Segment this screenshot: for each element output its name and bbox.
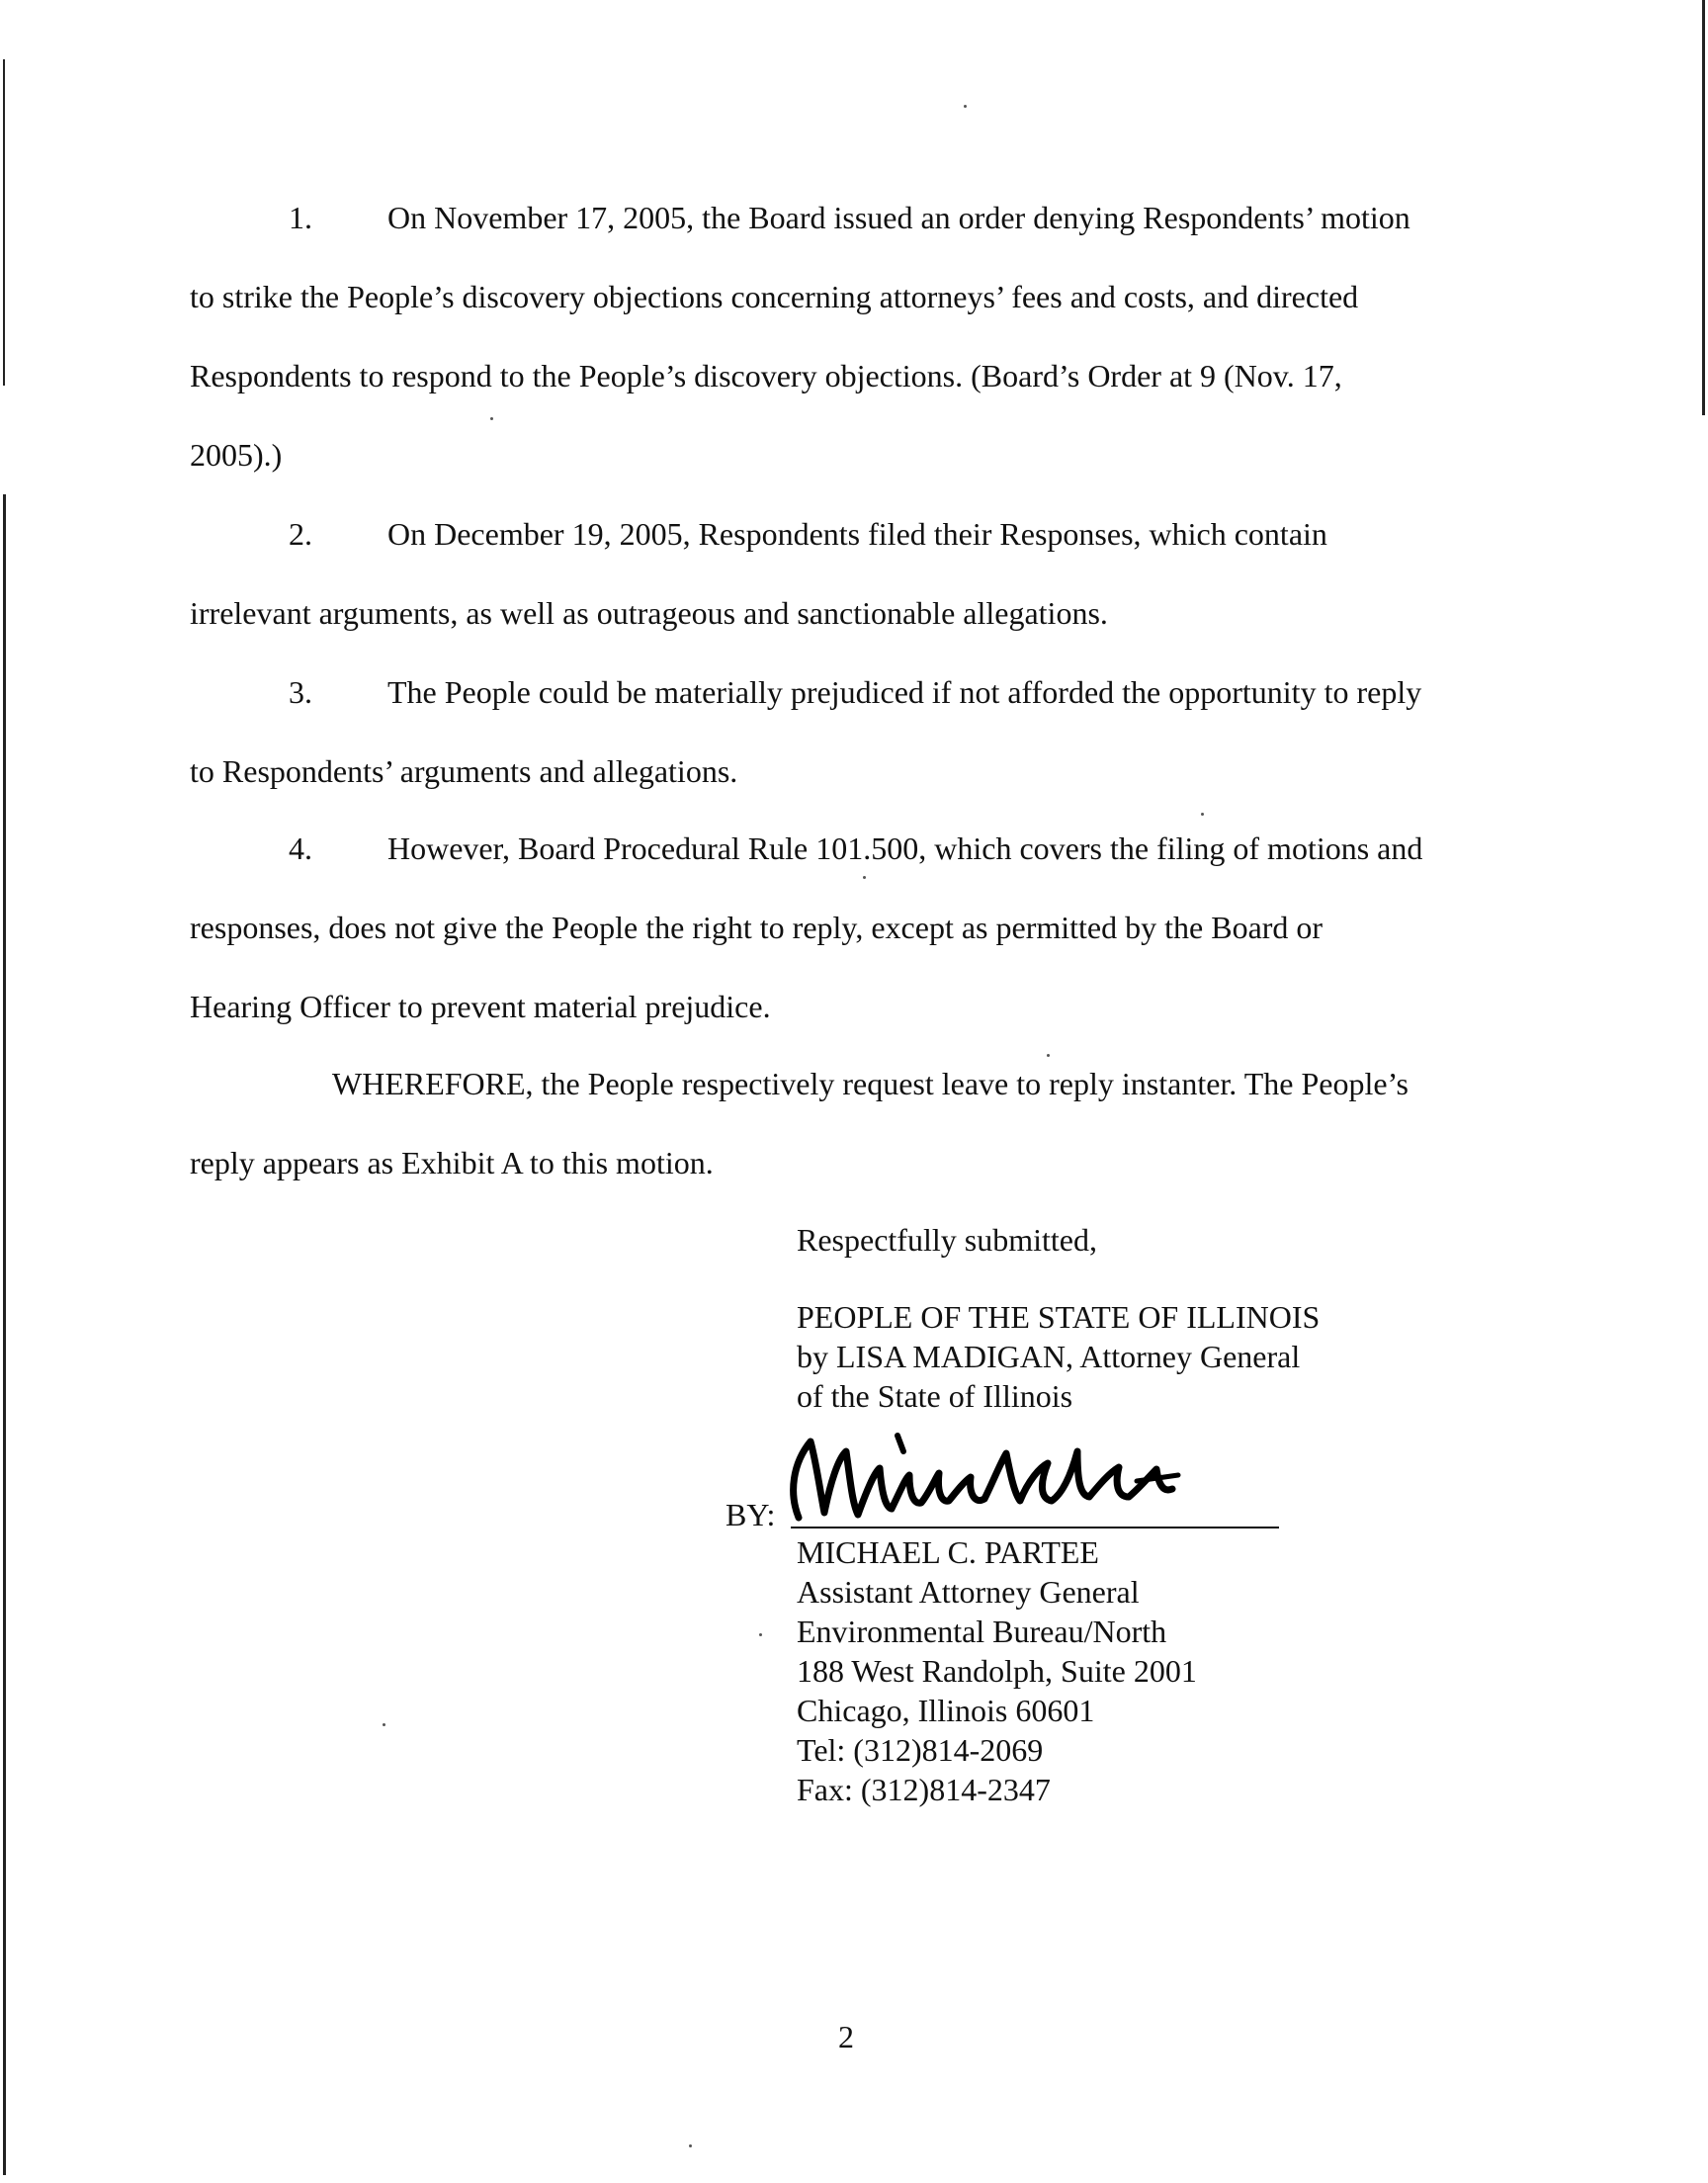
page-number: 2: [838, 2019, 854, 2054]
wherefore-line-1: WHEREFORE, the People respectively request leave to reply instanter. The People’s: [332, 1066, 1409, 1101]
right-scan-edge: [1702, 0, 1705, 415]
handwritten-signature: [781, 1424, 1196, 1532]
paragraph-2-line-1: On December 19, 2005, Respondents filed their Responses, which contain: [387, 516, 1327, 552]
scan-speck: [383, 1723, 385, 1726]
signer-bureau: Environmental Bureau/North: [797, 1614, 1167, 1649]
by-label: BY:: [726, 1497, 776, 1532]
paragraph-1-line-4: 2005).): [190, 437, 283, 473]
paragraph-1-line-3: Respondents to respond to the People’s discovery objections. (Board’s Order at 9 (Nov. 17,: [190, 358, 1342, 393]
signature-line: [791, 1527, 1279, 1528]
scan-speck: [1047, 1054, 1050, 1057]
signer-fax: Fax: (312)814-2347: [797, 1772, 1051, 1807]
paragraph-4-line-2: responses, does not give the People the right to reply, except as permitted by the Board or: [190, 910, 1324, 945]
paragraph-1-number: 1.: [289, 200, 312, 235]
paragraph-4-line-1: However, Board Procedural Rule 101.500, which covers the filing of motions and: [387, 830, 1423, 866]
paragraph-1-line-2: to strike the People’s discovery objections concerning attorneys’ fees and costs, and directed: [190, 279, 1359, 314]
paragraph-2-line-2: irrelevant arguments, as well as outrageous and sanctionable allegations.: [190, 595, 1108, 631]
party-line-1: PEOPLE OF THE STATE OF ILLINOIS: [797, 1299, 1321, 1335]
party-line-3: of the State of Illinois: [797, 1378, 1073, 1414]
scan-speck: [863, 876, 866, 879]
signer-name: MICHAEL C. PARTEE: [797, 1534, 1099, 1570]
paragraph-1-line-1: On November 17, 2005, the Board issued an order denying Respondents’ motion: [387, 200, 1410, 235]
scan-speck: [689, 2144, 692, 2147]
left-scan-edge-lower: [3, 494, 6, 2175]
paragraph-3-number: 3.: [289, 674, 312, 710]
scan-speck: [759, 1633, 762, 1636]
closing-text: Respectfully submitted,: [797, 1222, 1097, 1258]
paragraph-3-line-2: to Respondents’ arguments and allegations.: [190, 753, 738, 789]
left-scan-edge: [3, 59, 5, 386]
signer-title: Assistant Attorney General: [797, 1574, 1140, 1610]
paragraph-4-line-3: Hearing Officer to prevent material prejudice.: [190, 989, 771, 1024]
paragraph-3-line-1: The People could be materially prejudiced if not afforded the opportunity to reply: [387, 674, 1422, 710]
wherefore-line-2: reply appears as Exhibit A to this motion.: [190, 1145, 714, 1180]
paragraph-2-number: 2.: [289, 516, 312, 552]
scan-speck: [1201, 813, 1204, 816]
scan-speck: [964, 105, 967, 108]
scan-speck: [490, 417, 493, 420]
signer-street: 188 West Randolph, Suite 2001: [797, 1653, 1197, 1689]
party-line-2: by LISA MADIGAN, Attorney General: [797, 1339, 1301, 1374]
signer-tel: Tel: (312)814-2069: [797, 1732, 1044, 1768]
paragraph-4-number: 4.: [289, 830, 312, 866]
signer-city: Chicago, Illinois 60601: [797, 1693, 1095, 1728]
